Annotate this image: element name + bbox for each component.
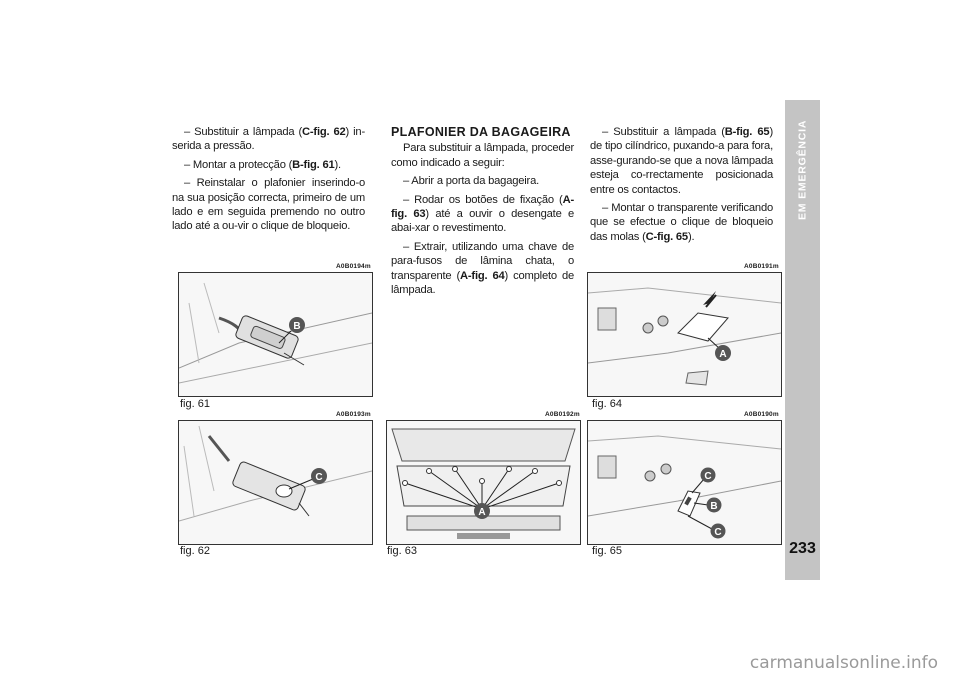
figure-caption: fig. 61 bbox=[180, 398, 210, 410]
figure-code: A0B0193m bbox=[336, 411, 371, 418]
paragraph-replace-cylindrical-bulb: – Substituir a lâmpada (B-fig. 65) de tipo cilíndrico, puxando-a para fora, asse-gurando-se que a nova lâmpada esteja co-rrectamente posicionada entre os contactos. bbox=[590, 126, 773, 196]
text-column-right bbox=[590, 125, 773, 248]
callout-label: B bbox=[710, 501, 718, 512]
callout-label: C bbox=[714, 527, 722, 538]
figure-reference: B-fig. 65 bbox=[724, 126, 770, 138]
figure-reference: A-fig. 64 bbox=[460, 269, 505, 282]
text-column-left bbox=[172, 125, 365, 238]
figure-reference: A-fig. 63 bbox=[391, 193, 574, 221]
callout-label: A bbox=[478, 507, 486, 518]
paragraph-replace-bulb: – Substituir a lâmpada (C-fig. 62) in-serida a pressão. bbox=[172, 126, 365, 153]
figure-code: A0B0190m bbox=[744, 411, 779, 418]
paragraph-open-door: – Abrir a porta da bagageira. bbox=[403, 175, 540, 188]
callout-label: C bbox=[704, 471, 712, 482]
figure-reference: B-fig. 61 bbox=[292, 158, 335, 171]
page-number: 233 bbox=[789, 540, 816, 557]
figure-reference: C-fig. 62 bbox=[302, 126, 346, 138]
text-column-middle bbox=[391, 125, 574, 301]
watermark: carmanualsonline.info bbox=[749, 653, 938, 673]
section-heading: PLAFONIER DA BAGAGEIRA bbox=[391, 125, 571, 139]
figure-reference: C-fig. 65 bbox=[645, 230, 688, 243]
paragraph-reinstall-plafonier: – Reinstalar o plafonier inserindo-o na sua posição correcta, primeiro de um lado e em seguida premendo no outro lado até a ou-vir o clique de bloqueio. bbox=[172, 177, 365, 233]
section-title: EM EMERGÊNCIA bbox=[796, 119, 809, 221]
figure-63-image bbox=[386, 420, 581, 545]
figure-code: A0B0192m bbox=[545, 411, 580, 418]
callout-label: C bbox=[315, 472, 323, 483]
callout-label: B bbox=[293, 321, 301, 332]
paragraph-mount-protection: – Montar a protecção (B-fig. 61). bbox=[184, 158, 341, 171]
figure-caption: fig. 62 bbox=[180, 545, 210, 557]
paragraph-rotate-buttons: – Rodar os botões de fixação (A-fig. 63) até a ouvir o desengate e abai-xar o revestimento. bbox=[391, 193, 574, 235]
figure-65-image bbox=[587, 420, 782, 545]
figure-62-image bbox=[178, 420, 373, 545]
figure-64-image bbox=[587, 272, 782, 397]
paragraph-intro: Para substituir a lâmpada, proceder como indicado a seguir: bbox=[391, 142, 574, 169]
paragraph-extract-lens: – Extrair, utilizando uma chave de para-fusos de lâmina chata, o transparente (A-fig. 64) completo de lâmpada. bbox=[391, 240, 575, 297]
figure-caption: fig. 64 bbox=[592, 398, 622, 410]
figure-code: A0B0194m bbox=[336, 263, 371, 270]
paragraph-mount-lens: – Montar o transparente verificando que se efectue o clique de bloqueio das molas (C-fig. 65). bbox=[590, 202, 773, 243]
figure-caption: fig. 63 bbox=[387, 545, 417, 557]
callout-label: A bbox=[719, 349, 727, 360]
figure-caption: fig. 65 bbox=[592, 545, 622, 557]
figure-code: A0B0191m bbox=[744, 263, 779, 270]
figure-61-image bbox=[178, 272, 373, 397]
